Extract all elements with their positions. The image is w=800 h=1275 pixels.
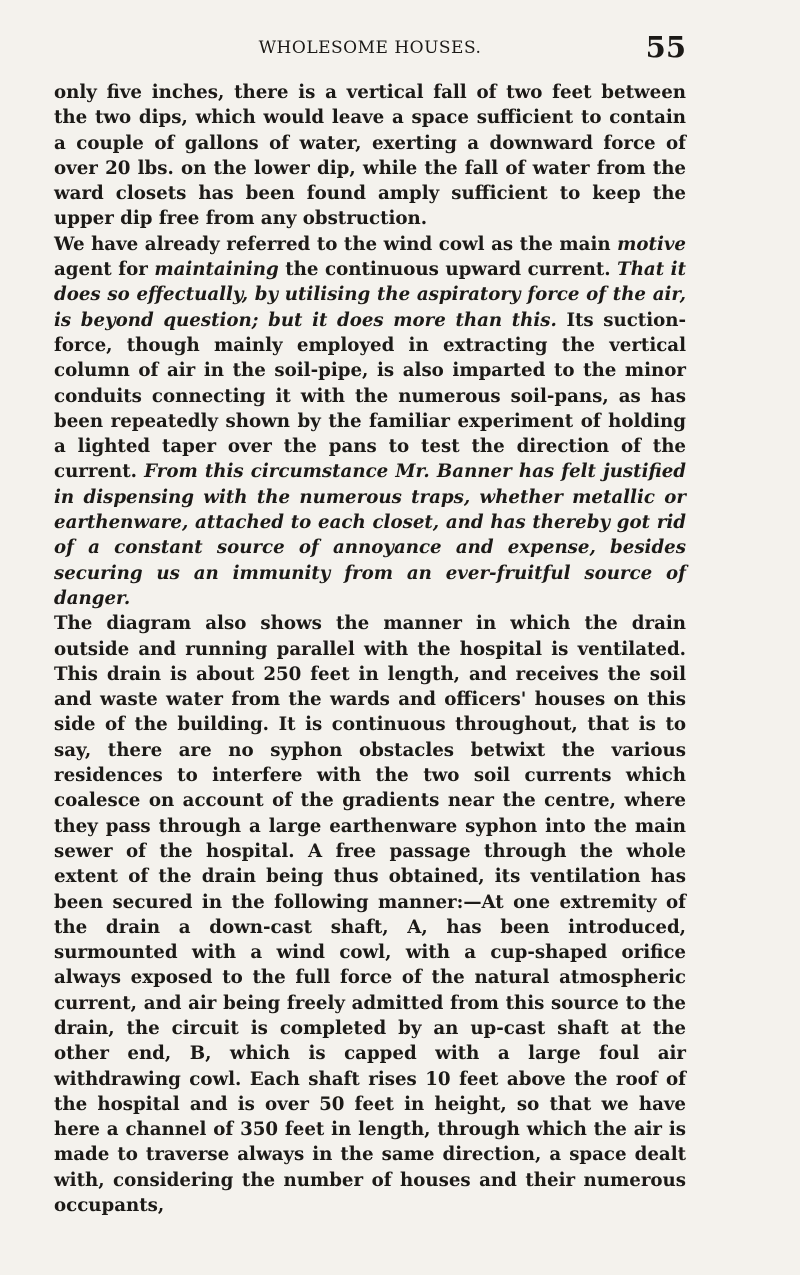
text-run: the continuous upward current. (278, 259, 618, 281)
text-run: only five inches, there is a vertical fall of two feet between the two dips, which would leave a space sufficient to contain a couple of gallons of water, exerting a downward force of over 20 lbs. on the lower dip, while the fall of water from the ward closets has been found amply sufficient to keep the upper dip free from any obstruction. (54, 82, 686, 230)
italic-text-run: motive (617, 233, 686, 255)
paragraph (54, 611, 686, 1218)
running-title: WHOLESOME HOUSES. (258, 38, 482, 58)
paragraph (54, 232, 686, 611)
paragraph (54, 80, 686, 232)
italic-text-run: That it does so effectually, by utilising the aspiratory force of the air, is beyond question; but it does more than this. (54, 259, 686, 331)
running-header (54, 30, 686, 66)
text-run: Its suction-force, though mainly employed in extracting the vertical column of air in the soil-pipe, is also imparted to the minor conduits connecting it with the numerous soil-pans, as has been repeatedly shown by the familiar experiment of holding a lighted taper over the pans to test the direction of the current. (54, 309, 687, 483)
italic-text-run: From this circumstance Mr. Banner has felt justified in dispensing with the numerous traps, whether metallic or earthenware, attached to each closet, and has thereby got rid of a constant source of annoyance and expense, besides securing us an immunity from an ever-fruitful source of danger. (54, 461, 686, 609)
italic-text-run: maintaining (154, 259, 279, 281)
page-number: 55 (645, 30, 686, 64)
text-run: The diagram also shows the manner in which the drain outside and running parallel with the hospital is ventilated. This drain is about 250 feet in length, and receives the soil and waste water from the wards and officers' houses on this side of the building. It is continuous throughout, that is to say, there are no syphon obstacles betwixt the various residences to interfere with the two soil currents which coalesce on account of the gradients near the centre, where they pass through a large earthenware syphon into the main sewer of the hospital. A free passage through the whole extent of the drain being thus obtained, its ventilation has been secured in the following manner:—At one extremity of the drain a down-cast shaft, A, has been introduced, surmounted with a wind cowl, with a cup-shaped orifice always exposed to the full force of the natural atmospheric current, and air being freely admitted from this source to the drain, the circuit is completed by an up-cast shaft at the other end, B, which is capped with a large foul air withdrawing cowl. Each shaft rises 10 feet above the roof of the hospital and is over 50 feet in height, so that we have here a channel of 350 feet in length, through which the air is made to traverse always in the same direction, a space dealt with, considering the number of houses and their numerous occupants, (54, 613, 686, 1217)
text-run: agent for (54, 259, 155, 281)
body-text (54, 80, 686, 1218)
text-run: We have already referred to the wind cowl as the main (54, 233, 618, 255)
